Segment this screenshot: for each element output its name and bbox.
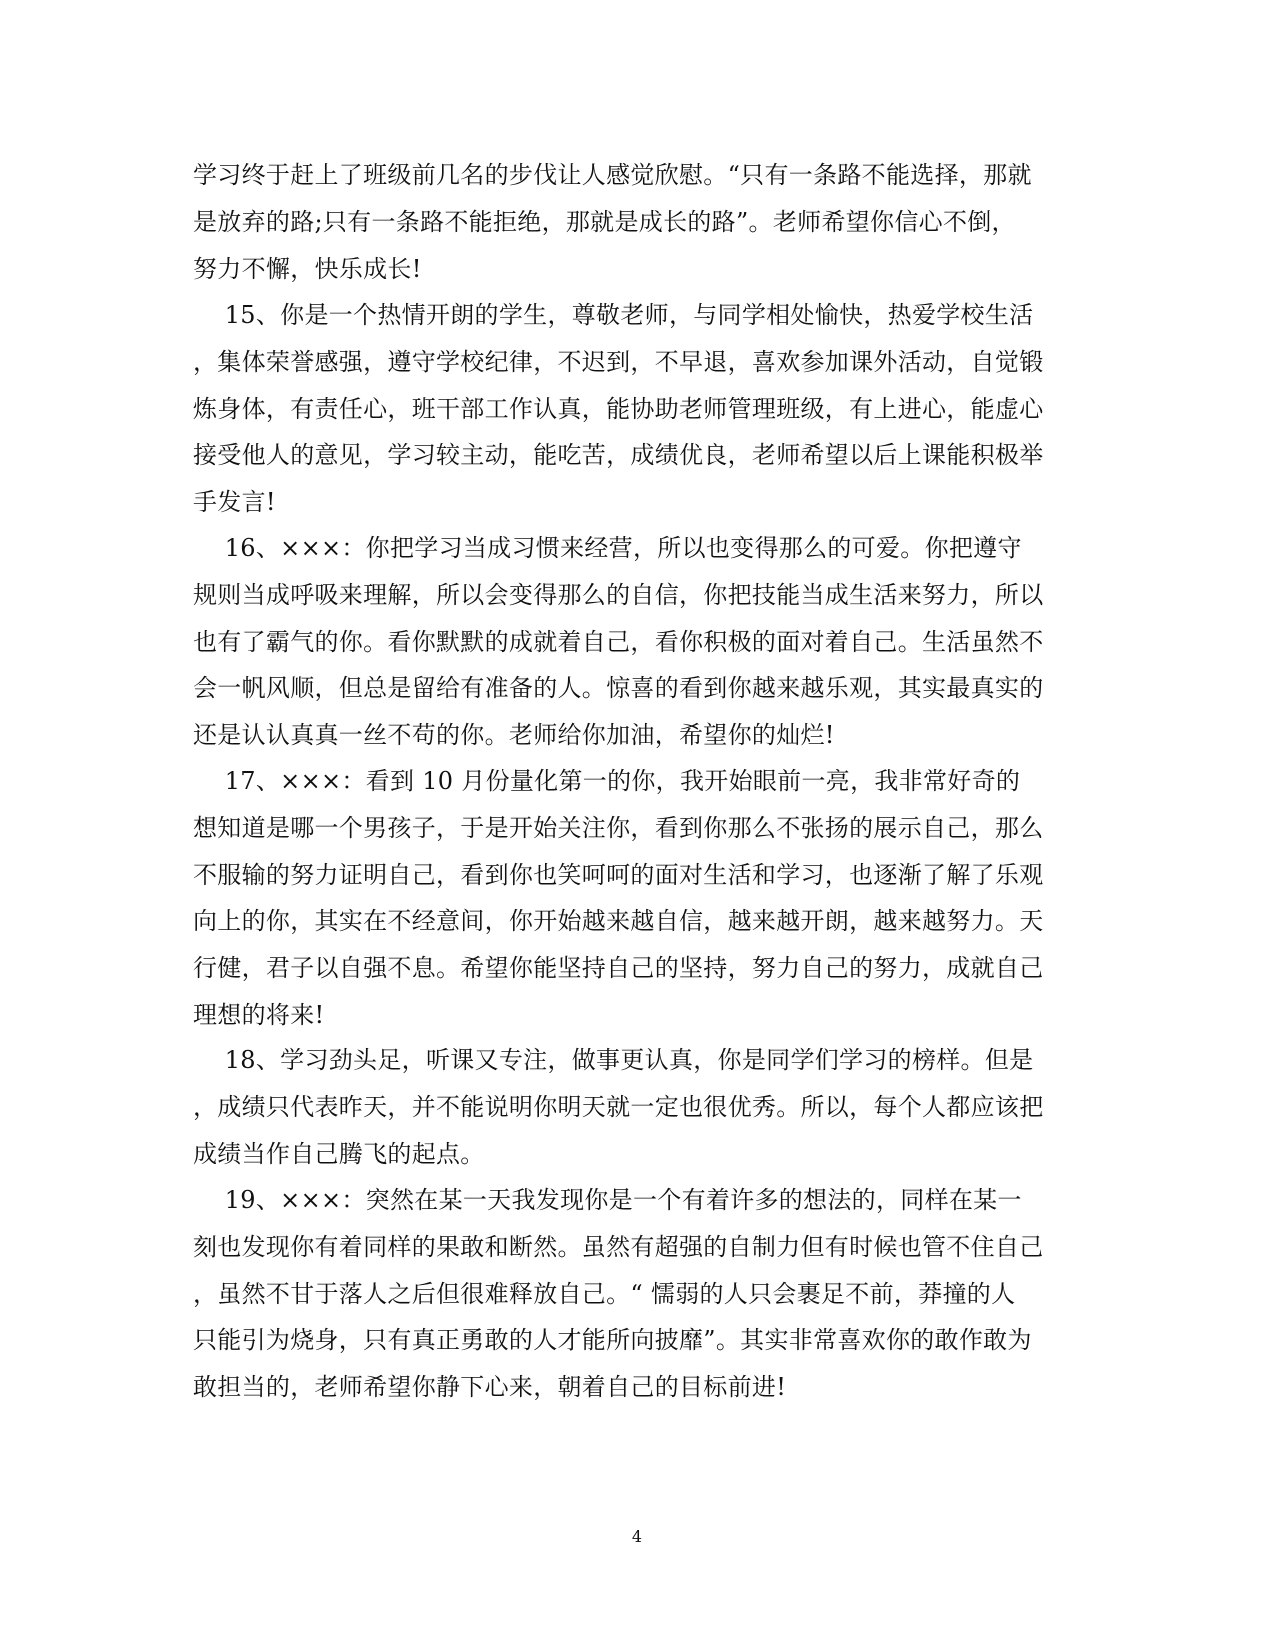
text-line: 规则当成呼吸来理解，所以会变得那么的自信，你把技能当成生活来努力，所以 — [193, 581, 1044, 609]
text-line: 学习终于赶上了班级前几名的步伐让人感觉欣慰。“只有一条路不能选择，那就 — [193, 161, 1032, 189]
text-line: 18、学习劲头足，听课又专注，做事更认真，你是同学们学习的榜样。但是 — [193, 1046, 1034, 1074]
text-line: 刻也发现你有着同样的果敢和断然。虽然有超强的自制力但有时候也管不住自己 — [193, 1233, 1044, 1261]
text-line: 炼身体，有责任心，班干部工作认真，能协助老师管理班级，有上进心，能虚心 — [193, 395, 1044, 423]
text-line: 17、×××：看到 10 月份量化第一的你，我开始眼前一亮，我非常好奇的 — [193, 767, 1021, 795]
text-line: 理想的将来! — [193, 1001, 325, 1029]
text-line: 不服输的努力证明自己，看到你也笑呵呵的面对生活和学习，也逐渐了解了乐观 — [193, 861, 1044, 889]
text-line: 努力不懈，快乐成长! — [193, 255, 422, 283]
text-line: ，集体荣誉感强，遵守学校纪律，不迟到，不早退，喜欢参加课外活动，自觉锻 — [193, 348, 1044, 376]
text-line: 行健，君子以自强不息。希望你能坚持自己的坚持，努力自己的努力，成就自己 — [193, 954, 1044, 982]
text-line: 会一帆风顺，但总是留给有准备的人。惊喜的看到你越来越乐观，其实最真实的 — [193, 674, 1044, 702]
text-line: 也有了霸气的你。看你默默的成就着自己，看你积极的面对着自己。生活虽然不 — [193, 628, 1044, 656]
page-number: 4 — [631, 1527, 643, 1546]
text-line: 还是认认真真一丝不苟的你。老师给你加油，希望你的灿烂! — [193, 721, 835, 749]
text-line: 敢担当的，老师希望你静下心来，朝着自己的目标前进! — [193, 1373, 787, 1401]
text-line: 是放弃的路;只有一条路不能拒绝，那就是成长的路”。老师希望你信心不倒， — [193, 208, 1016, 236]
text-line: 19、×××：突然在某一天我发现你是一个有着许多的想法的，同样在某一 — [193, 1186, 1022, 1214]
text-line: 16、×××：你把学习当成习惯来经营，所以也变得那么的可爱。你把遵守 — [193, 534, 1022, 562]
text-line: 成绩当作自己腾飞的起点。 — [193, 1140, 485, 1168]
text-line: 15、你是一个热情开朗的学生，尊敬老师，与同学相处愉快，热爱学校生活 — [193, 301, 1034, 329]
text-line: 手发言! — [193, 488, 276, 516]
text-line: 接受他人的意见，学习较主动，能吃苦，成绩优良，老师希望以后上课能积极举 — [193, 441, 1044, 469]
text-line: ，虽然不甘于落人之后但很难释放自己。“ 懦弱的人只会裹足不前，莽撞的人 — [193, 1280, 1016, 1308]
text-line: 只能引为烧身，只有真正勇敢的人才能所向披靡”。其实非常喜欢你的敢作敢为 — [193, 1326, 1032, 1354]
text-line: 想知道是哪一个男孩子，于是开始关注你，看到你那么不张扬的展示自己，那么 — [193, 814, 1044, 842]
text-line: 向上的你，其实在不经意间，你开始越来越自信，越来越开朗，越来越努力。天 — [193, 907, 1044, 935]
text-line: ，成绩只代表昨天，并不能说明你明天就一定也很优秀。所以，每个人都应该把 — [193, 1093, 1044, 1121]
